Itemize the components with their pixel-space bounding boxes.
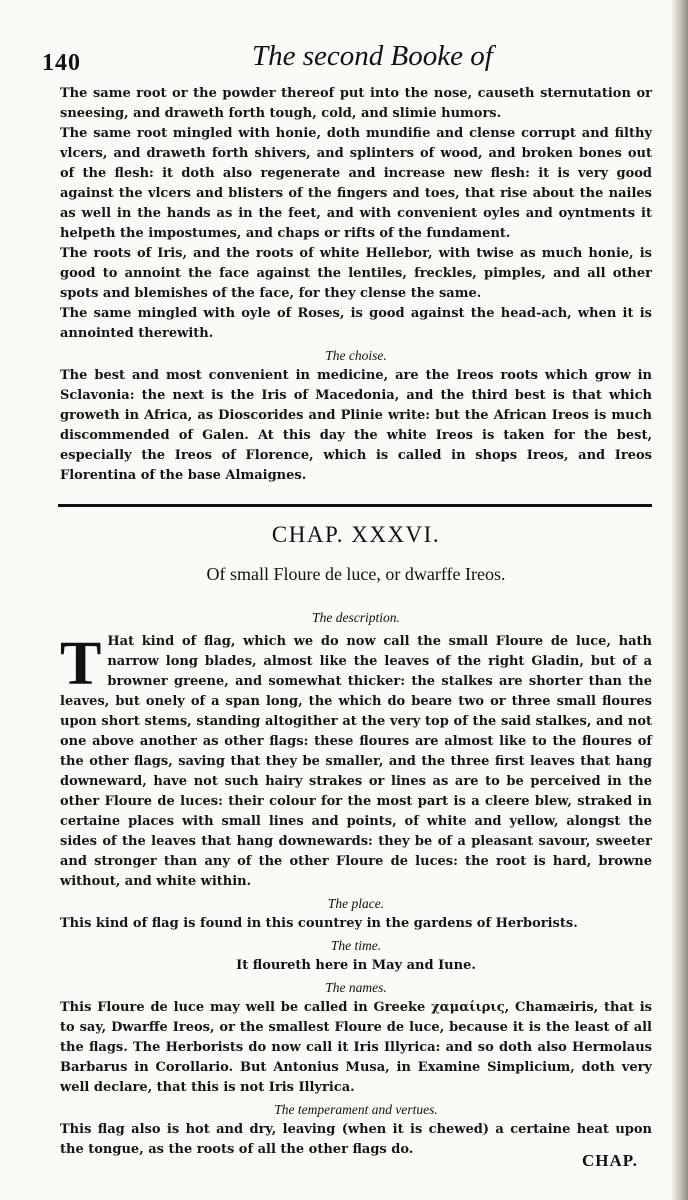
- paragraph-time: It floureth here in May and Iune.: [236, 958, 476, 973]
- paragraph-oyle-roses: The same mingled with oyle of Roses, is good against the head-ach, when it is annointed therewith.: [60, 306, 652, 341]
- paragraph-temperament: This flag also is hot and dry, leaving (when it is chewed) a certaine heat upon the tongue, as the roots of all the other flags do.: [60, 1122, 652, 1157]
- paragraph-iris-hellebor: The roots of Iris, and the roots of white Hellebor, with twise as much honie, is good to annoint the face against the lentiles, freckles, pimples, and all other spots and blemishes of the face, for they clense the same.: [60, 246, 652, 301]
- chapter-subtitle: Of small Floure de luce, or dwarffe Ireos.: [206, 564, 506, 584]
- running-head: The second Booke of: [252, 40, 493, 72]
- heading-time: The time.: [330, 938, 382, 953]
- heading-temperament: The temperament and vertues.: [274, 1102, 438, 1117]
- page-header: [42, 38, 652, 78]
- top-section: [60, 84, 652, 486]
- paragraph-names: This Floure de luce may well be called in Greeke χαμαίιρις, Chamæiris, that is to say, Dwarffe Ireos, or the smallest Floure de luce, because it is the least of all the flags. The Herborists do now call it Iris Illyrica: and so doth also Hermolaus Barbarus in Corollario. But Antonius Musa, in Examine Simplicium, doth very well declare, that this is not Iris Illyrica.: [60, 1000, 652, 1095]
- chapter-title: CHAP. XXXVI.: [271, 522, 441, 547]
- heading-place: The place.: [327, 896, 385, 911]
- description-block: [60, 632, 652, 892]
- section-divider: [58, 504, 652, 507]
- page-edge-shadow: [672, 0, 688, 1200]
- heading-choise: The choise.: [325, 348, 387, 363]
- paragraph-place: This kind of flag is found in this countrey in the gardens of Herborists.: [60, 916, 578, 931]
- paragraph-honie: The same root mingled with honie, doth mundifie and clense corrupt and filthy vlcers, and draweth forth shivers, and splinters of wood, and broken bones out of the flesh: it doth also regenerate and increase new flesh: it is very good against the vlcers and blisters of the fingers and toes, that rise about the nailes as well in the hands as in the feet, and with convenient oyles and oyntments it helpeth the impostumes, and chaps or rifts of the fundament.: [60, 126, 652, 241]
- page-number: 140: [42, 50, 81, 76]
- heading-description: The description.: [312, 610, 400, 625]
- catchword: CHAP.: [582, 1151, 638, 1170]
- paragraph-sternutation: The same root or the powder thereof put into the nose, causeth sternutation or sneesing, and draweth forth tough, cold, and slimie humors.: [60, 86, 652, 121]
- heading-names: The names.: [325, 980, 387, 995]
- chapter-body: [60, 606, 652, 1160]
- paragraph-choise: The best and most convenient in medicine, are the Ireos roots which grow in Sclavonia: the next is the Iris of Macedonia, and the third best is that which groweth in Africa, as Dioscorides and Plinie write: but the African Ireos is much discommended of Galen. At this day the white Ireos is taken for the best, especially the Ireos of Florence, which is called in shops Ireos, and Ireos Florentina of the base Almaignes.: [60, 368, 652, 483]
- drop-cap: T: [60, 630, 102, 698]
- paragraph-description: Hat kind of flag, which we do now call the small Floure de luce, hath narrow long blades, almost like the leaves of the right Gladin, but of a browner greene, and somewhat thicker: the stalkes are shorter than the leaves, but onely of a span long, the which do beare two or three small floures upon short stems, standing altogither at the very top of the said stalkes, and not one above another as other flags: these floures are almost like to the floures of the other flags, saving that they be smaller, and the three first leaves that hang downeward, have not such hairy strakes or lines as are to be perceived in the other Floure de luces: their colour for the most part is a cleere blew, straked in certaine places with small lines and points, of white and yellow, alongst the sides of the leaves that hang downewards: they be of a pleasant savour, sweeter and stronger than any of the other Floure de luces: the root is hard, browne without, and white within.: [60, 634, 652, 889]
